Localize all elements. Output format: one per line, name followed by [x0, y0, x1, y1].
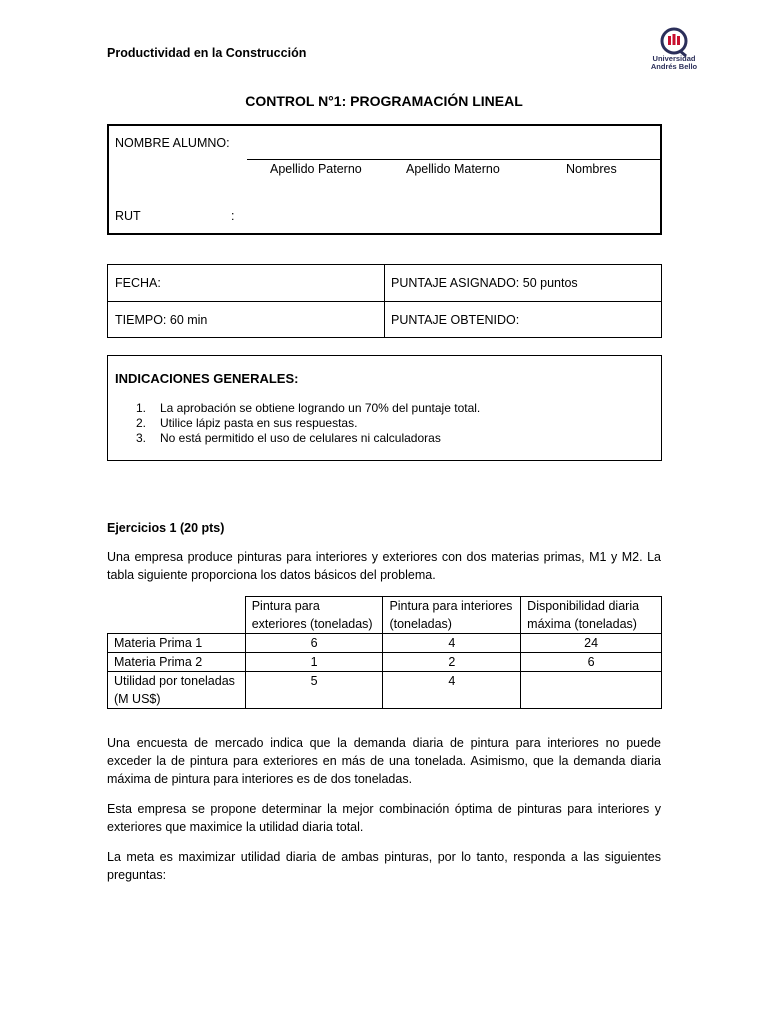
- exam-info-table: [107, 264, 662, 338]
- row-label: Materia Prima 2: [108, 653, 246, 672]
- table-cell: [521, 672, 662, 709]
- table-cell: 6: [245, 634, 383, 653]
- instructions-list: [136, 401, 480, 446]
- paragraph-goal: La meta es maximizar utilidad diaria de ambas pinturas, por lo tanto, responda a las siguientes preguntas:: [107, 850, 661, 882]
- header-cell: Pintura para interiores (toneladas): [383, 597, 521, 634]
- header-cell: Disponibilidad diaria máxima (toneladas): [521, 597, 662, 634]
- instructions-title: INDICACIONES GENERALES:: [115, 371, 299, 386]
- table-cell: 6: [521, 653, 662, 672]
- puntaje-asignado-label: PUNTAJE ASIGNADO: 50 puntos: [391, 276, 578, 290]
- empty-corner-cell: [108, 597, 246, 634]
- table-row: [108, 672, 662, 709]
- rut-colon: :: [231, 209, 235, 223]
- exercise-intro: Una empresa produce pinturas para interiores y exteriores con dos materias primas, M1 y M2. La tabla siguiente proporciona los datos básicos del problema.: [107, 550, 661, 582]
- header-cell: Pintura para exteriores (toneladas): [245, 597, 383, 634]
- tiempo-label: TIEMPO: 60 min: [115, 313, 208, 327]
- table-cell: 2: [383, 653, 521, 672]
- list-item: 3. No está permitido el uso de celulares ni calculadoras: [136, 431, 441, 445]
- name-underline: [247, 159, 662, 160]
- list-item: 2. Utilice lápiz pasta en sus respuestas.: [136, 416, 358, 430]
- info-row-divider: [108, 301, 661, 302]
- table-cell: 1: [245, 653, 383, 672]
- table-cell: 5: [245, 672, 383, 709]
- table-row: [108, 653, 662, 672]
- fecha-label: FECHA:: [115, 276, 161, 290]
- paragraph-demand: Una encuesta de mercado indica que la demanda diaria de pintura para interiores no puede exceder la de pintura para exteriores en más de una tonelada. Asimismo, que la demanda diaria máxima de pintura para interiores es de dos toneladas.: [107, 736, 661, 786]
- logo-line-1: Universidad: [652, 54, 696, 63]
- paragraph-objective: Esta empresa se propone determinar la mejor combinación óptima de pinturas para interiores y exteriores que maximice la utilidad diaria total.: [107, 802, 661, 834]
- table-row: [108, 634, 662, 653]
- row-label: Utilidad por toneladas (M US$): [108, 672, 246, 709]
- list-item: 1. La aprobación se obtiene logrando un 70% del puntaje total.: [136, 401, 481, 415]
- table-cell: 24: [521, 634, 662, 653]
- exercise-title: Ejercicios 1 (20 pts): [107, 521, 225, 535]
- puntaje-obtenido-label: PUNTAJE OBTENIDO:: [391, 313, 520, 327]
- university-logo: [643, 27, 705, 77]
- student-info-box: [107, 124, 662, 235]
- page-title: CONTROL N°1: PROGRAMACIÓN LINEAL: [245, 93, 523, 109]
- student-name-label: NOMBRE ALUMNO:: [115, 136, 230, 150]
- seal-icon: [643, 27, 705, 57]
- nombres-label: Nombres: [566, 162, 617, 176]
- apellido-materno-label: Apellido Materno: [406, 162, 500, 176]
- row-label: Materia Prima 1: [108, 634, 246, 653]
- logo-line-2: Andrés Bello: [650, 62, 698, 71]
- table-header-row: [108, 597, 662, 634]
- table-cell: 4: [383, 634, 521, 653]
- table-cell: 4: [383, 672, 521, 709]
- course-name: Productividad en la Construcción: [107, 46, 307, 60]
- general-instructions-box: [107, 355, 662, 461]
- data-table: [107, 596, 662, 709]
- apellido-paterno-label: Apellido Paterno: [270, 162, 362, 176]
- rut-label: RUT: [115, 209, 141, 223]
